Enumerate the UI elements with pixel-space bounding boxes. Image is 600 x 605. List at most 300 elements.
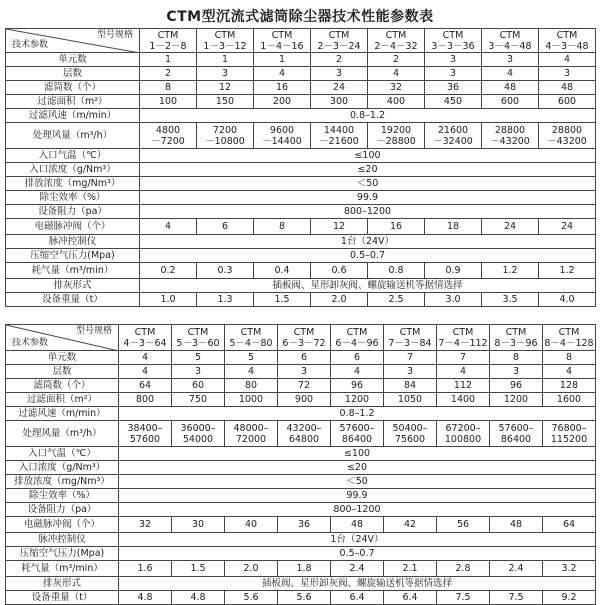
value-cell: 0.2 [140,263,197,279]
value-cell: 128 [543,379,596,393]
row-resistance [6,503,596,517]
value-cell: 48 [331,517,384,533]
model-header-cell [331,325,384,351]
model-series: CTM [399,326,421,338]
row-pressure [6,249,596,263]
page-title: CTM型沉流式滤筒除尘器技术性能参数表 [166,9,434,25]
value-cell: 32 [368,81,425,95]
row-label: 电磁脉冲阀（个） [6,219,140,235]
merged-value-cell: ≤100 [119,447,596,461]
value-cell: 1.2 [482,263,539,279]
model-series: CTM [187,326,209,338]
row-label: 排灰形式 [6,577,119,591]
model-code: 6－3－72 [282,337,326,349]
value-cell: 12 [197,81,254,95]
value-line: 38400– [127,422,163,434]
model-series: CTM [499,29,521,41]
value-cell [368,123,425,149]
value-cell: 7.5 [490,591,543,605]
value-cell: 112 [437,379,490,393]
row-pressure [6,547,596,561]
value-line: 48000– [233,422,269,434]
merged-value-cell: 800–1200 [119,503,596,517]
row-label: 压缩空气压力(Mpa) [6,249,140,263]
row-inlet-temp [6,447,596,461]
row-label: 设备阻力（pa） [6,205,140,219]
value-cell: 2.5 [368,293,425,307]
value-cell: 16 [368,219,425,235]
value-cell: 64 [543,517,596,533]
value-cell: 0.4 [254,263,311,279]
value-cell: 56 [437,517,490,533]
value-cell: 4 [225,365,278,379]
value-cell: 7.5 [437,591,490,605]
value-line: 86400 [341,433,373,445]
value-cell: 5.6 [225,591,278,605]
model-series: CTM [385,29,407,41]
merged-value-cell: 1台（24V） [140,235,596,249]
row-filters [6,379,596,393]
model-header-cell [368,29,425,53]
model-header-cell [278,325,331,351]
value-cell: 3 [197,67,254,81]
row-label: 耗气量（m³/min） [6,561,119,577]
value-cell: 1 [140,53,197,67]
model-header-cell [225,325,278,351]
value-cell: 36 [278,517,331,533]
merged-value-cell: 插板阀、星形卸灰阀、螺旋输送机等据情选择 [140,279,596,293]
row-layers [6,365,596,379]
spec-table-2 [5,324,596,605]
model-code: 3－4－48 [488,40,532,52]
corner-top-label: 型号规格 [75,326,112,336]
value-line: 57600– [339,422,375,434]
merged-value-cell: ≤100 [140,149,596,163]
model-header-cell [311,29,368,53]
value-cell: 64 [119,379,172,393]
row-weight [6,293,596,307]
value-cell: 5 [172,351,225,365]
model-series: CTM [556,29,578,41]
value-cell: 1 [254,53,311,67]
value-line: －43200 [490,135,530,147]
value-cell [278,421,331,447]
row-area [6,393,596,407]
value-line: 86400 [500,433,532,445]
value-cell: 800 [119,393,172,407]
value-cell: 1.8 [278,561,331,577]
value-cell: 2.1 [384,561,437,577]
model-code: 1－2－8 [149,40,187,52]
row-efficiency [6,191,596,205]
value-line: 57600– [498,422,534,434]
row-label: 压缩空气压力(Mpa) [6,547,119,561]
row-controller [6,533,596,547]
model-header-cell [119,325,172,351]
value-line: 57600 [129,433,161,445]
value-cell [539,123,596,149]
row-weight [6,591,596,605]
row-label: 过滤面积（m²） [6,95,140,109]
value-cell: 2.4 [331,561,384,577]
value-cell [425,123,482,149]
model-header-cell [172,325,225,351]
row-airflow [6,421,596,447]
value-cell: 1050 [384,393,437,407]
value-cell: 48 [482,81,539,95]
model-code: 2－3－24 [317,40,361,52]
value-cell: 7 [437,351,490,365]
value-cell: 48 [490,517,543,533]
value-cell: 150 [197,95,254,109]
value-cell [119,421,172,447]
value-cell: 2 [311,53,368,67]
row-label: 排灰形式 [6,279,140,293]
value-cell: 4 [437,365,490,379]
value-line: －28800 [376,135,416,147]
row-label: 脉冲控制仪 [6,235,140,249]
merged-value-cell: 0.8–1.2 [119,407,596,421]
value-cell: 4 [140,219,197,235]
row-label: 排放浓度（mg/Nm³） [6,475,119,489]
value-cell: 5.6 [278,591,331,605]
value-cell: 750 [172,393,225,407]
value-cell: 2.0 [311,293,368,307]
value-cell: 4.0 [539,293,596,307]
value-line: 9600 [269,124,295,136]
model-header-cell [197,29,254,53]
row-label: 设备阻力（pa） [6,503,119,517]
merged-value-cell: 0.8–1.2 [140,109,596,123]
value-cell: 0.8 [368,263,425,279]
value-line: －14400 [262,135,302,147]
model-series: CTM [452,326,474,338]
value-cell: 4.8 [172,591,225,605]
row-velocity [6,407,596,421]
value-cell: 3 [425,67,482,81]
row-label: 处理风量（m³/h） [6,421,119,447]
value-cell: 2.0 [225,561,278,577]
row-label: 滤筒数（个） [6,379,119,393]
value-cell: 200 [254,95,311,109]
model-series: CTM [293,326,315,338]
model-code: 7－3－84 [388,337,432,349]
value-cell: 4 [368,67,425,81]
row-discharge [6,577,596,591]
value-line: 50400– [392,422,428,434]
value-line: 14400 [323,124,355,136]
value-cell: 900 [278,393,331,407]
value-cell: 3 [384,365,437,379]
value-line: 43200– [286,422,322,434]
value-cell: 24 [482,219,539,235]
merged-value-cell: ＜50 [140,177,596,191]
value-cell: 2 [368,53,425,67]
value-cell: 600 [539,95,596,109]
model-series: CTM [240,326,262,338]
row-label: 入口气温（℃） [6,447,119,461]
model-header-cell [490,325,543,351]
value-line: －21600 [319,135,359,147]
value-cell: 72 [278,379,331,393]
value-line: 36000– [180,422,216,434]
model-code: 3－3－36 [431,40,475,52]
value-cell: 3 [311,67,368,81]
merged-value-cell: 99.9 [140,191,596,205]
value-cell: 3 [425,53,482,67]
value-cell: 600 [482,95,539,109]
corner-bottom-label: 技术参数 [12,338,49,348]
model-series: CTM [328,29,350,41]
model-series: CTM [346,326,368,338]
value-cell: 16 [254,81,311,95]
value-line: －7200 [151,135,185,147]
row-label: 过滤风速（m/min） [6,109,140,123]
value-cell: 24 [311,81,368,95]
value-cell [384,421,437,447]
value-cell: 0.9 [425,263,482,279]
row-label: 层数 [6,365,119,379]
merged-value-cell: ＜50 [119,475,596,489]
row-resistance [6,205,596,219]
value-cell [543,421,596,447]
merged-value-cell: 插板阀、星形卸灰阀、螺旋输送机等据情选择 [119,577,596,591]
value-line: 67200– [445,422,481,434]
value-cell: 1000 [225,393,278,407]
header-row [6,29,596,53]
value-line: －32400 [433,135,473,147]
model-series: CTM [442,29,464,41]
value-cell: 1.6 [119,561,172,577]
value-cell: 0.6 [311,263,368,279]
value-cell [482,123,539,149]
value-line: 100800 [444,433,482,445]
row-valves [6,517,596,533]
model-series: CTM [134,326,156,338]
merged-value-cell: 0.5–0.7 [140,249,596,263]
value-cell: 3.2 [543,561,596,577]
value-cell [225,421,278,447]
value-cell: 96 [490,379,543,393]
value-cell: 0.3 [197,263,254,279]
row-label: 入口浓度（g/Nm³） [6,163,140,177]
value-line: 19200 [380,124,412,136]
model-code: 6－4－96 [335,337,379,349]
model-code: 8－3－96 [494,337,538,349]
row-airflow [6,123,596,149]
value-cell: 3 [172,365,225,379]
value-cell [197,123,254,149]
model-series: CTM [214,29,236,41]
value-cell: 450 [425,95,482,109]
row-filters [6,81,596,95]
model-series: CTM [157,29,179,41]
value-cell: 4 [254,67,311,81]
value-cell: 3.5 [482,293,539,307]
model-header-cell [425,29,482,53]
value-line: －43200 [547,135,587,147]
value-cell [437,421,490,447]
value-line: 28800 [494,124,526,136]
value-cell: 6.4 [384,591,437,605]
value-cell: 12 [311,219,368,235]
row-label: 入口浓度（g/Nm³） [6,461,119,475]
value-line: 115200 [550,433,588,445]
value-cell: 2.4 [490,561,543,577]
model-code: 2－4－32 [374,40,418,52]
row-controller [6,235,596,249]
row-label: 排放浓度（mg/Nm³） [6,177,140,191]
row-air-use [6,263,596,279]
model-code: 4－3－48 [545,40,589,52]
value-cell [331,421,384,447]
value-line: 7200 [212,124,238,136]
value-cell: 8 [490,351,543,365]
value-cell: 2 [140,67,197,81]
value-cell [254,123,311,149]
row-units [6,351,596,365]
row-layers [6,67,596,81]
row-label: 处理风量（m³/h） [6,123,140,149]
corner-bottom-label: 技术参数 [12,40,49,50]
row-inlet-conc [6,461,596,475]
value-line: 21600 [437,124,469,136]
value-cell: 300 [311,95,368,109]
model-header-cell [543,325,596,351]
value-line: 75600 [394,433,426,445]
value-line: 64800 [288,433,320,445]
value-cell: 400 [368,95,425,109]
value-cell [140,123,197,149]
model-code: 5－3－60 [176,337,220,349]
value-cell: 3 [482,53,539,67]
model-code: 5－4－80 [229,337,273,349]
value-cell: 3 [278,365,331,379]
value-cell: 1200 [331,393,384,407]
value-cell: 42 [384,517,437,533]
merged-value-cell: 0.5–0.7 [119,547,596,561]
corner-cell [6,325,119,351]
value-cell: 9.2 [543,591,596,605]
row-label: 入口气温（℃） [6,149,140,163]
merged-value-cell: ≤20 [119,461,596,475]
value-line: 72000 [235,433,267,445]
row-label: 除尘效率（%） [6,191,140,205]
model-code: 1－4－16 [260,40,304,52]
row-label: 除尘效率（%） [6,489,119,503]
row-label: 耗气量（m³/min） [6,263,140,279]
value-cell: 3 [490,365,543,379]
value-cell: 7 [384,351,437,365]
value-line: 54000 [182,433,214,445]
model-code: 4－3－64 [123,337,167,349]
value-line: 28800 [551,124,583,136]
value-cell: 84 [384,379,437,393]
row-inlet-temp [6,149,596,163]
value-cell: 1.2 [539,263,596,279]
value-cell: 2.8 [437,561,490,577]
value-line: 76800– [551,422,587,434]
value-cell: 24 [539,219,596,235]
value-cell: 3.0 [425,293,482,307]
row-area [6,95,596,109]
value-cell: 3 [539,67,596,81]
row-discharge [6,279,596,293]
corner-top-label: 型号规格 [96,30,133,40]
value-cell: 80 [225,379,278,393]
value-cell: 1.3 [197,293,254,307]
value-cell [172,421,225,447]
value-cell [311,123,368,149]
row-label: 脉冲控制仪 [6,533,119,547]
value-cell: 8 [254,219,311,235]
row-air-use [6,561,596,577]
value-cell: 8 [543,351,596,365]
model-header-cell [437,325,490,351]
value-cell: 40 [225,517,278,533]
value-cell: 6.4 [331,591,384,605]
value-cell: 1400 [437,393,490,407]
merged-value-cell: 1台（24V） [119,533,596,547]
row-emission [6,475,596,489]
value-cell: 1200 [490,393,543,407]
value-cell: 1.5 [254,293,311,307]
row-efficiency [6,489,596,503]
value-cell: 32 [119,517,172,533]
value-cell: 1 [197,53,254,67]
row-label: 滤筒数（个） [6,81,140,95]
model-header-cell [539,29,596,53]
value-line: 4800 [155,124,181,136]
value-cell: 96 [331,379,384,393]
model-header-cell [384,325,437,351]
value-cell: 30 [172,517,225,533]
model-header-cell [482,29,539,53]
row-label: 电磁脉冲阀（个） [6,517,119,533]
value-cell: 48 [539,81,596,95]
value-cell: 4.8 [119,591,172,605]
value-cell: 18 [425,219,482,235]
row-label: 设备重量（t） [6,591,119,605]
value-cell: 8 [140,81,197,95]
value-cell: 100 [140,95,197,109]
row-label: 过滤风速（m/min） [6,407,119,421]
model-series: CTM [271,29,293,41]
value-cell: 60 [172,379,225,393]
model-series: CTM [505,326,527,338]
merged-value-cell: 800–1200 [140,205,596,219]
value-line: －10800 [205,135,245,147]
row-label: 单元数 [6,351,119,365]
row-velocity [6,109,596,123]
model-header-cell [140,29,197,53]
row-units [6,53,596,67]
value-cell: 1.0 [140,293,197,307]
value-cell: 6 [278,351,331,365]
merged-value-cell: ≤20 [140,163,596,177]
model-header-cell [254,29,311,53]
model-code: 8－4－128 [544,337,594,349]
model-code: 7－4－112 [438,337,488,349]
row-inlet-conc [6,163,596,177]
merged-value-cell: 99.9 [119,489,596,503]
value-cell: 6 [331,351,384,365]
row-valves [6,219,596,235]
value-cell: 5 [225,351,278,365]
corner-cell [6,29,140,53]
model-series: CTM [558,326,580,338]
row-label: 单元数 [6,53,140,67]
